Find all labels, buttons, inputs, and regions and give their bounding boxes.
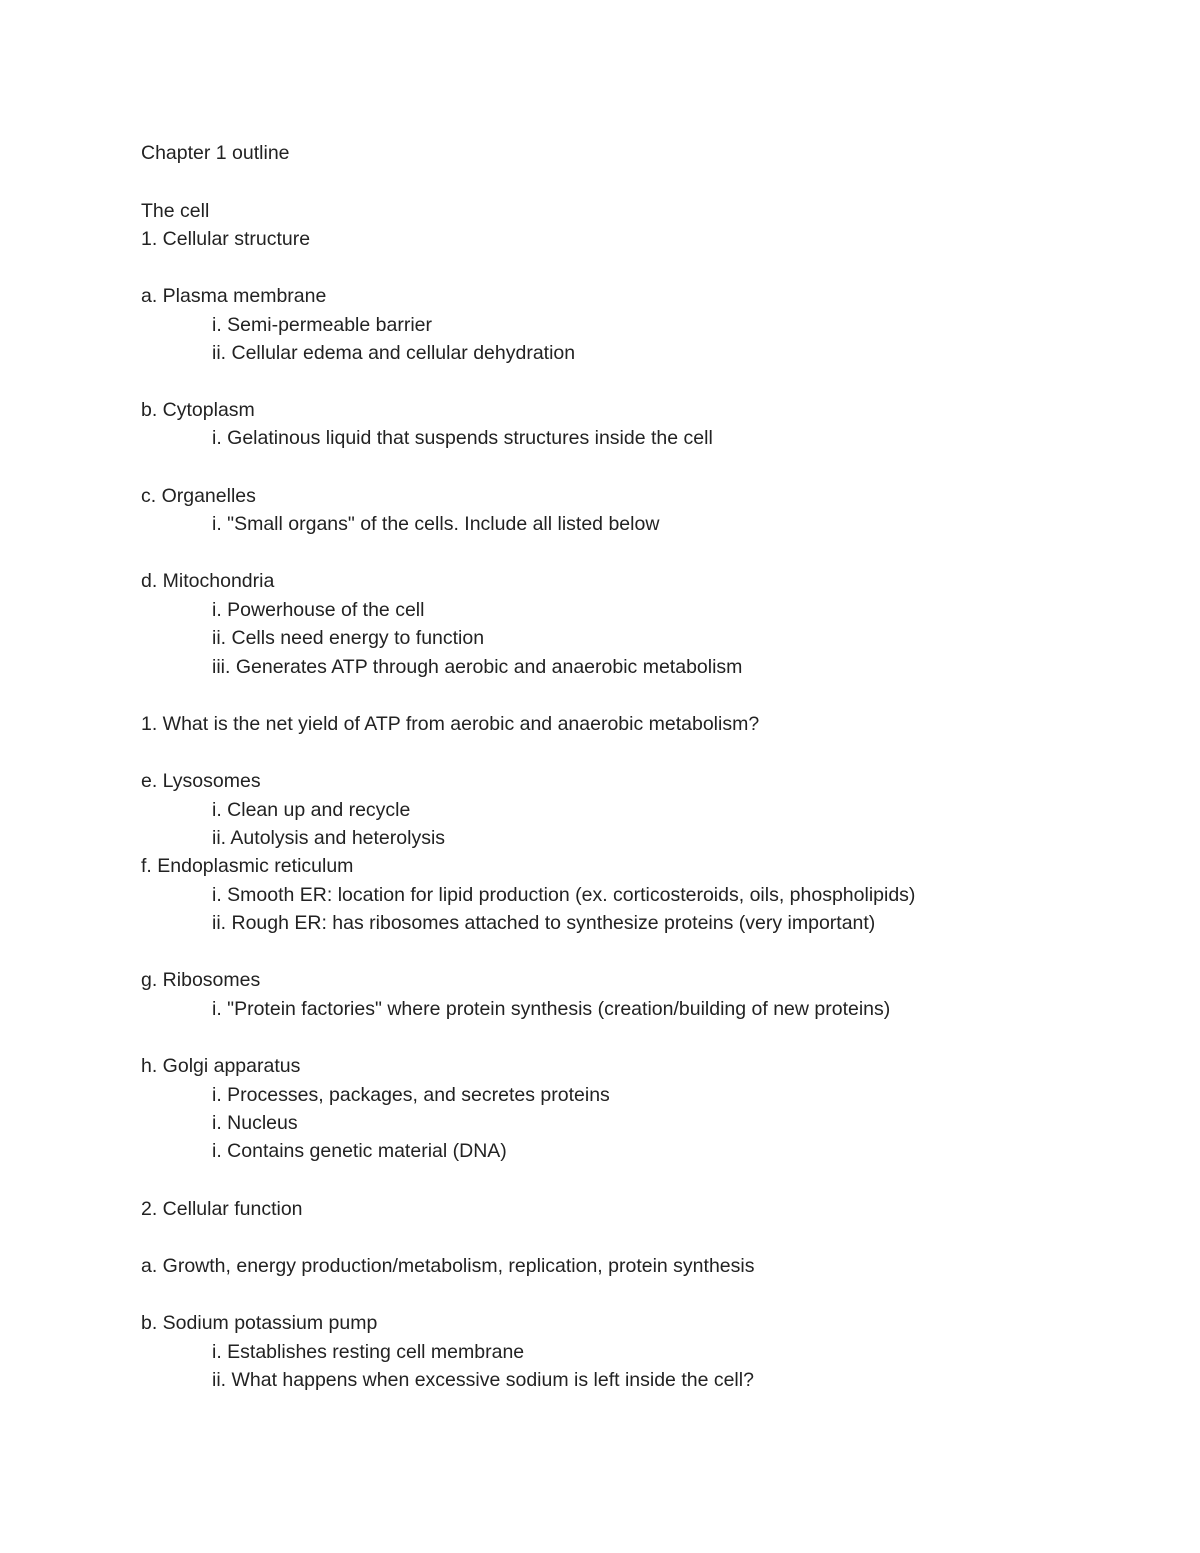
outline-question: 1. What is the net yield of ATP from aerobic and anaerobic metabolism? (141, 713, 760, 735)
outline-subitem: i. Processes, packages, and secretes proteins (212, 1084, 610, 1106)
outline-subitem: iii. Generates ATP through aerobic and anaerobic metabolism (212, 656, 743, 678)
outline-subitem: i. Contains genetic material (DNA) (212, 1140, 507, 1162)
outline-item-golgi-apparatus: h. Golgi apparatus (141, 1055, 301, 1077)
outline-item-sodium-potassium-pump: b. Sodium potassium pump (141, 1312, 378, 1334)
document-title: Chapter 1 outline (141, 142, 290, 164)
outline-item-mitochondria: d. Mitochondria (141, 570, 275, 592)
outline-subitem: i. Gelatinous liquid that suspends structures inside the cell (212, 427, 713, 449)
outline-item-cellular-function: 2. Cellular function (141, 1198, 303, 1220)
outline-item-growth: a. Growth, energy production/metabolism, replication, protein synthesis (141, 1255, 755, 1277)
outline-subitem: i. Establishes resting cell membrane (212, 1341, 525, 1363)
outline-item-cellular-structure: 1. Cellular structure (141, 228, 311, 250)
outline-item-ribosomes: g. Ribosomes (141, 969, 261, 991)
outline-subitem: i. Clean up and recycle (212, 799, 411, 821)
outline-item-organelles: c. Organelles (141, 485, 256, 507)
outline-subitem: ii. Autolysis and heterolysis (212, 827, 446, 849)
outline-item-cytoplasm: b. Cytoplasm (141, 399, 255, 421)
outline-item-lysosomes: e. Lysosomes (141, 770, 261, 792)
outline-item-endoplasmic-reticulum: f. Endoplasmic reticulum (141, 855, 354, 877)
outline-subitem: i. Smooth ER: location for lipid production (ex. corticosteroids, oils, phospholipids) (212, 884, 916, 906)
outline-subitem: ii. Rough ER: has ribosomes attached to synthesize proteins (very important) (212, 912, 876, 934)
outline-subitem: ii. Cellular edema and cellular dehydration (212, 342, 576, 364)
outline-subitem: i. Nucleus (212, 1112, 298, 1134)
outline-subitem: ii. What happens when excessive sodium is left inside the cell? (212, 1369, 754, 1391)
outline-subitem: i. Powerhouse of the cell (212, 599, 425, 621)
section-heading-the-cell: The cell (141, 200, 210, 222)
outline-item-plasma-membrane: a. Plasma membrane (141, 285, 327, 307)
outline-subitem: i. "Small organs" of the cells. Include all listed below (212, 513, 660, 535)
outline-subitem: i. "Protein factories" where protein synthesis (creation/building of new proteins) (212, 998, 891, 1020)
outline-subitem: i. Semi-permeable barrier (212, 314, 432, 336)
outline-subitem: ii. Cells need energy to function (212, 627, 485, 649)
